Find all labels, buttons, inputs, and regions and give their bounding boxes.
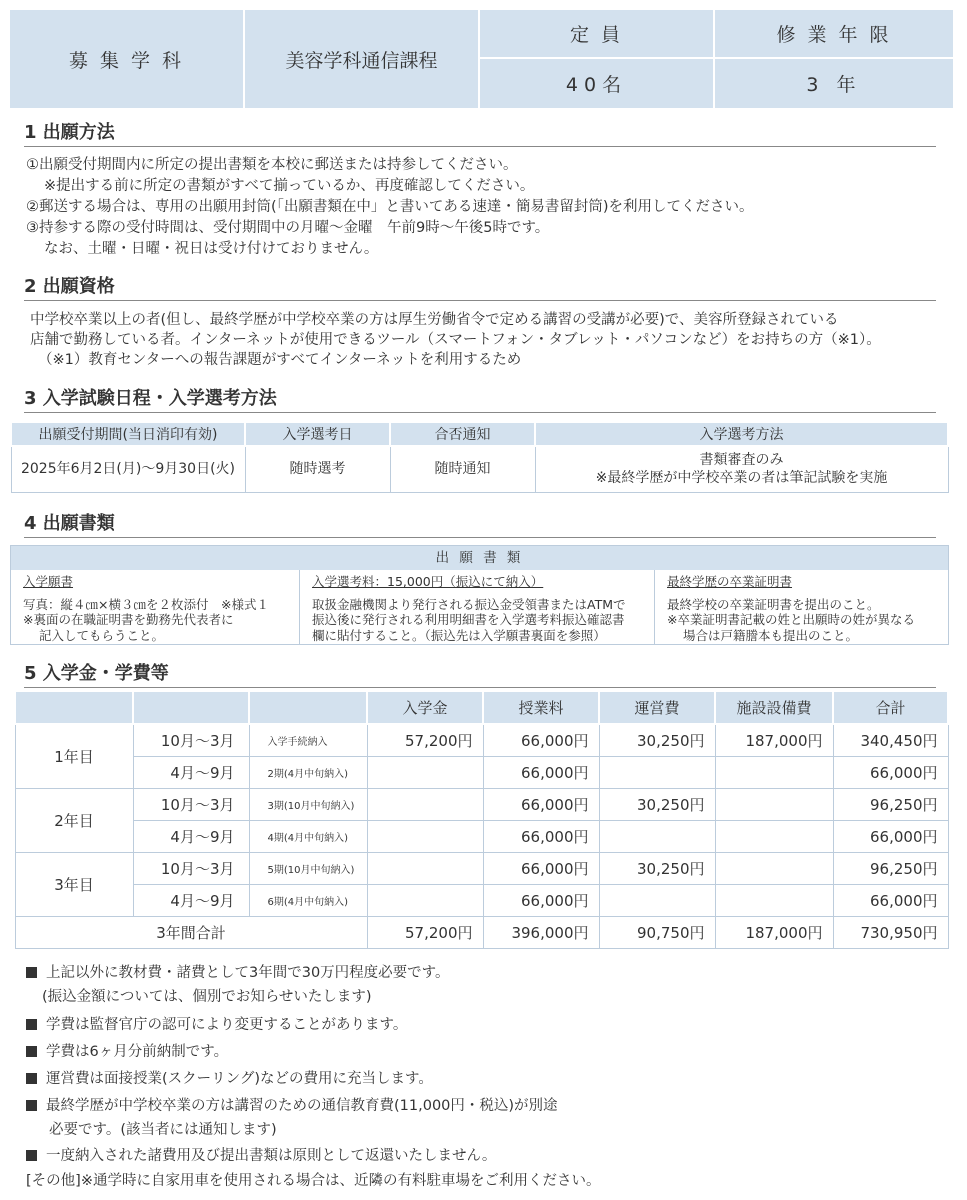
row-total: 66,000円 [833, 756, 948, 788]
term-period: 4月～9月 [133, 756, 249, 788]
entry-fee: 57,200円 [367, 724, 483, 756]
facility-fee [715, 820, 833, 852]
doc-exam-fee [300, 570, 655, 644]
dept-value: 美容学科通信課程 [245, 10, 480, 108]
method-note: ※最終学歴が中学校卒業の者は筆記試験を実施 [595, 470, 888, 487]
facility-fee: 187,000円 [715, 724, 833, 756]
sec1-line: ②郵送する場合は、専用の出願用封筒(「出願書類在中」と書いてある速達・簡易書留封筒)を利用してください。 [26, 199, 754, 215]
tuition: 66,000円 [483, 788, 599, 820]
col-header: 運営費 [599, 691, 715, 724]
square-bullet-icon [26, 1019, 37, 1030]
tuition: 66,000円 [483, 852, 599, 884]
term-note: 2期(4月中旬納入) [249, 756, 367, 788]
exam-day: 随時選考 [245, 446, 390, 492]
entry-fee [367, 884, 483, 916]
section-3-title: 3 入学試験日程・入学選考方法 [24, 384, 936, 413]
tuition: 66,000円 [483, 820, 599, 852]
operating-fee [599, 756, 715, 788]
term-note: 6期(4月中旬納入) [249, 884, 367, 916]
square-bullet-icon [26, 967, 37, 978]
application-period: 2025年6月2日(月)～9月30日(火) [11, 446, 245, 492]
tuition-total: 396,000円 [483, 916, 599, 948]
row-total: 66,000円 [833, 884, 948, 916]
table-row [15, 724, 948, 756]
capacity-value: 40名 [480, 59, 715, 108]
other-note: [その他]※通学時に自家用車を使用される場合は、近隣の有料駐車場をご利用ください。 [26, 1173, 601, 1189]
entry-fee [367, 756, 483, 788]
years-label: 修 業 年 限 [715, 10, 953, 59]
fees-table [14, 690, 949, 949]
facility-fee [715, 756, 833, 788]
section-1-title: 1 出願方法 [24, 118, 936, 147]
note-item-sub: 必要です。(該当者には通知します) [49, 1122, 277, 1138]
square-bullet-icon [26, 1150, 37, 1161]
application-documents-table [10, 545, 949, 645]
doc-line: ※裏面の在職証明書を勤務先代表者に [23, 612, 234, 627]
row-total: 96,250円 [833, 788, 948, 820]
note-item-sub: (振込金額については、個別でお知らせいたします) [42, 989, 372, 1005]
term-period: 4月～9月 [133, 884, 249, 916]
facility-fee-total: 187,000円 [715, 916, 833, 948]
years-value: 3 年 [806, 74, 862, 96]
sec1-line: ※提出する前に所定の書類がすべて揃っているか、再度確認してください。 [44, 178, 535, 194]
course-info-table [10, 10, 953, 108]
col-header: 授業料 [483, 691, 599, 724]
result-notice: 随時通知 [390, 446, 535, 492]
doc-line: 場合は戸籍謄本も提出のこと。 [683, 627, 859, 643]
grand-total: 730,950円 [833, 916, 948, 948]
year-label: 1年目 [15, 724, 133, 788]
operating-fee [599, 820, 715, 852]
method-line: 書類審査のみ [699, 452, 784, 469]
operating-fee [599, 884, 715, 916]
doc-line: 欄に貼付すること。（振込先は入学願書裏面を参照） [312, 627, 606, 643]
operating-fee: 30,250円 [599, 788, 715, 820]
tuition: 66,000円 [483, 884, 599, 916]
sec1-line: なお、土曜・日曜・祝日は受け付けておりません。 [44, 241, 379, 257]
term-note: 入学手続納入 [249, 724, 367, 756]
sec1-line: ③持参する際の受付時間は、受付期間中の月曜～金曜 午前9時～午後5時です。 [26, 220, 550, 236]
sec2-line: 中学校卒業以上の者(但し、最終学歴が中学校卒業の方は厚生労働省令で定める講習の受講が必要)で、美容所登録されている [30, 312, 839, 328]
doc-graduation-certificate [655, 570, 948, 644]
tuition: 66,000円 [483, 724, 599, 756]
doc-line: ※卒業証明書記載の姓と出願時の姓が異なる [667, 612, 915, 627]
facility-fee [715, 884, 833, 916]
year-label: 2年目 [15, 788, 133, 852]
section-4-title: 4 出願書類 [24, 509, 936, 538]
documents-header: 出 願 書 類 [11, 546, 948, 570]
doc-title: 入学選考料：15,000円（振込にて納入） [312, 574, 544, 589]
exam-schedule-table [10, 421, 949, 493]
term-note: 3期(10月中旬納入) [249, 788, 367, 820]
note-item: 最終学歴が中学校卒業の方は講習のための通信教育費(11,000円・税込)が別途 [26, 1095, 558, 1118]
total-label: 3年間合計 [15, 916, 367, 948]
term-period: 10月～3月 [133, 724, 249, 756]
doc-line: 記入してもらうこと。 [39, 627, 165, 643]
square-bullet-icon [26, 1046, 37, 1057]
row-total: 66,000円 [833, 820, 948, 852]
note-item: 学費は6ヶ月分前納制です。 [26, 1041, 228, 1064]
term-note: 4期(4月中旬納入) [249, 820, 367, 852]
note-item: 学費は監督官庁の認可により変更することがあります。 [26, 1014, 407, 1037]
doc-line: 振込後に発行される利用明細書を入学選考料振込確認書 [312, 612, 625, 627]
facility-fee [715, 852, 833, 884]
capacity-label: 定 員 [480, 10, 715, 59]
selection-method [535, 446, 948, 492]
table-row [15, 884, 948, 916]
doc-application-form [11, 570, 300, 644]
term-period: 4月～9月 [133, 820, 249, 852]
col-header: 出願受付期間(当日消印有効) [11, 422, 245, 446]
entry-fee [367, 852, 483, 884]
sec1-line: ①出願受付期間内に所定の提出書類を本校に郵送または持参してください。 [26, 157, 518, 173]
doc-line: 写真：縦４㎝×横３㎝を２枚添付 ※様式１ [23, 596, 269, 612]
doc-line: 最終学校の卒業証明書を提出のこと。 [667, 596, 880, 612]
year-label: 3年目 [15, 852, 133, 916]
sec2-line: 店舗で勤務している者。インターネットが使用できるツール（スマートフォン・タブレット・パソコンなど）をお持ちの方（※1）。 [30, 332, 881, 348]
table-row [15, 756, 948, 788]
entry-fee [367, 788, 483, 820]
row-total: 96,250円 [833, 852, 948, 884]
note-item: 上記以外に教材費・諸費として3年間で30万円程度必要です。 [26, 962, 450, 985]
facility-fee [715, 788, 833, 820]
entry-fee-total: 57,200円 [367, 916, 483, 948]
row-total: 340,450円 [833, 724, 948, 756]
operating-fee-total: 90,750円 [599, 916, 715, 948]
entry-fee [367, 820, 483, 852]
operating-fee: 30,250円 [599, 852, 715, 884]
table-row [15, 788, 948, 820]
tuition: 66,000円 [483, 756, 599, 788]
col-header: 合計 [833, 691, 948, 724]
table-row [15, 820, 948, 852]
doc-title: 最終学歴の卒業証明書 [667, 574, 793, 589]
col-header: 合否通知 [390, 422, 535, 446]
col-header: 施設設備費 [715, 691, 833, 724]
section-2-title: 2 出願資格 [24, 272, 936, 301]
doc-line: 取扱金融機関より発行される振込金受領書またはATMで [312, 596, 626, 612]
note-item: 一度納入された諸費用及び提出書類は原則として返還いたしません。 [26, 1145, 496, 1168]
table-row [15, 852, 948, 884]
col-header: 入学金 [367, 691, 483, 724]
total-row [15, 916, 948, 948]
square-bullet-icon [26, 1100, 37, 1111]
term-period: 10月～3月 [133, 852, 249, 884]
operating-fee: 30,250円 [599, 724, 715, 756]
sec2-note: （※1）教育センターへの報告課題がすべてインターネットを利用するため [38, 352, 522, 368]
note-item: 運営費は面接授業(スクーリング)などの費用に充当します。 [26, 1068, 433, 1091]
section-5-title: 5 入学金・学費等 [24, 659, 936, 688]
doc-title: 入学願書 [23, 574, 74, 589]
col-header: 入学選考日 [245, 422, 390, 446]
col-header: 入学選考方法 [535, 422, 948, 446]
term-note: 5期(10月中旬納入) [249, 852, 367, 884]
dept-label: 募 集 学 科 [10, 10, 245, 108]
term-period: 10月～3月 [133, 788, 249, 820]
square-bullet-icon [26, 1073, 37, 1084]
